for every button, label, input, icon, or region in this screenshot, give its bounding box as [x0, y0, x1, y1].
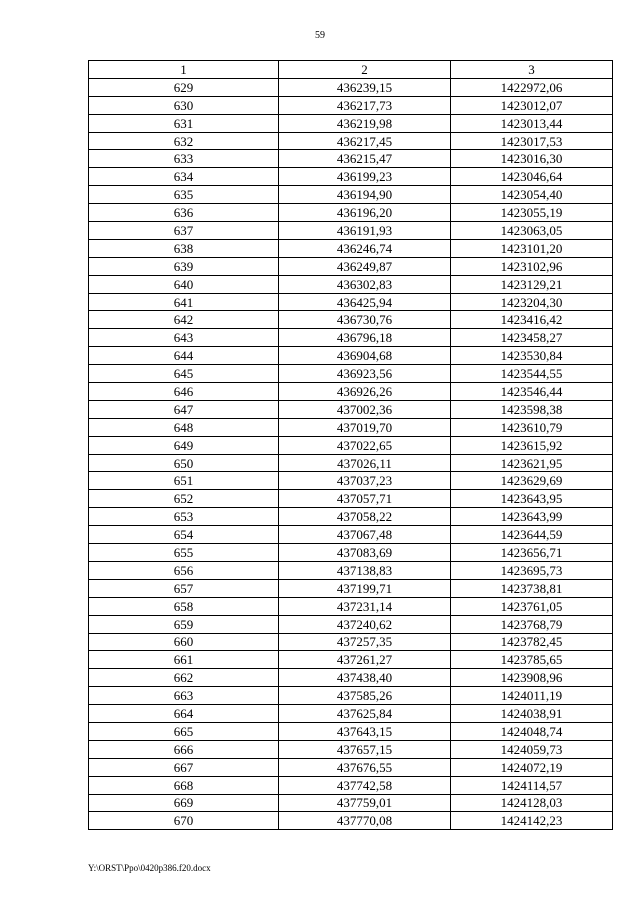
- table-row: [89, 347, 613, 365]
- table-row: [89, 812, 613, 830]
- x-coordinate-cell: 436425,94: [279, 293, 451, 311]
- point-number-cell: 654: [89, 526, 279, 544]
- point-number-cell: 635: [89, 186, 279, 204]
- table-row: [89, 204, 613, 222]
- point-number-cell: 666: [89, 740, 279, 758]
- table-row: [89, 687, 613, 705]
- table-body: [89, 78, 613, 829]
- point-number-cell: 634: [89, 168, 279, 186]
- table-row: [89, 454, 613, 472]
- point-number-cell: 637: [89, 222, 279, 240]
- table-row: [89, 436, 613, 454]
- point-number-cell: 668: [89, 776, 279, 794]
- x-coordinate-cell: 436199,23: [279, 168, 451, 186]
- point-number-cell: 630: [89, 96, 279, 114]
- y-coordinate-cell: 1423546,44: [451, 383, 613, 401]
- table-row: [89, 418, 613, 436]
- x-coordinate-cell: 436246,74: [279, 239, 451, 257]
- x-coordinate-cell: 436926,26: [279, 383, 451, 401]
- table-row: [89, 96, 613, 114]
- x-coordinate-cell: 436730,76: [279, 311, 451, 329]
- point-number-cell: 665: [89, 722, 279, 740]
- x-coordinate-cell: 436217,45: [279, 132, 451, 150]
- point-number-cell: 659: [89, 615, 279, 633]
- point-number-cell: 632: [89, 132, 279, 150]
- table-row: [89, 508, 613, 526]
- x-coordinate-cell: 437037,23: [279, 472, 451, 490]
- y-coordinate-cell: 1423102,96: [451, 257, 613, 275]
- y-coordinate-cell: 1423768,79: [451, 615, 613, 633]
- point-number-cell: 636: [89, 204, 279, 222]
- y-coordinate-cell: 1424059,73: [451, 740, 613, 758]
- y-coordinate-cell: 1423615,92: [451, 436, 613, 454]
- y-coordinate-cell: 1424038,91: [451, 705, 613, 723]
- y-coordinate-cell: 1423656,71: [451, 544, 613, 562]
- column-header-1: 1: [89, 61, 279, 79]
- x-coordinate-cell: 437067,48: [279, 526, 451, 544]
- footer-file-path: Y:\ORST\Ppo\0420p386.f20.docx: [88, 863, 211, 873]
- y-coordinate-cell: 1423544,55: [451, 365, 613, 383]
- y-coordinate-cell: 1423695,73: [451, 561, 613, 579]
- point-number-cell: 669: [89, 794, 279, 812]
- y-coordinate-cell: 1423016,30: [451, 150, 613, 168]
- x-coordinate-cell: 437770,08: [279, 812, 451, 830]
- table-row: [89, 758, 613, 776]
- x-coordinate-cell: 437058,22: [279, 508, 451, 526]
- point-number-cell: 662: [89, 669, 279, 687]
- table-row: [89, 114, 613, 132]
- x-coordinate-cell: 437676,55: [279, 758, 451, 776]
- table-row: [89, 383, 613, 401]
- table-row: [89, 651, 613, 669]
- table-row: [89, 365, 613, 383]
- x-coordinate-cell: 437438,40: [279, 669, 451, 687]
- table-row: [89, 257, 613, 275]
- table-row: [89, 615, 613, 633]
- point-number-cell: 633: [89, 150, 279, 168]
- y-coordinate-cell: 1423458,27: [451, 329, 613, 347]
- table-row: [89, 472, 613, 490]
- x-coordinate-cell: 436219,98: [279, 114, 451, 132]
- point-number-cell: 638: [89, 239, 279, 257]
- table-row: [89, 293, 613, 311]
- x-coordinate-cell: 436239,15: [279, 78, 451, 96]
- x-coordinate-cell: 436217,73: [279, 96, 451, 114]
- table-row: [89, 579, 613, 597]
- x-coordinate-cell: 437261,27: [279, 651, 451, 669]
- x-coordinate-cell: 436796,18: [279, 329, 451, 347]
- column-header-3: 3: [451, 61, 613, 79]
- table-row: [89, 526, 613, 544]
- table-row: [89, 400, 613, 418]
- point-number-cell: 664: [89, 705, 279, 723]
- table-row: [89, 150, 613, 168]
- x-coordinate-cell: 437199,71: [279, 579, 451, 597]
- y-coordinate-cell: 1423598,38: [451, 400, 613, 418]
- x-coordinate-cell: 437022,65: [279, 436, 451, 454]
- y-coordinate-cell: 1423055,19: [451, 204, 613, 222]
- x-coordinate-cell: 437625,84: [279, 705, 451, 723]
- x-coordinate-cell: 437057,71: [279, 490, 451, 508]
- y-coordinate-cell: 1422972,06: [451, 78, 613, 96]
- y-coordinate-cell: 1423782,45: [451, 633, 613, 651]
- x-coordinate-cell: 437257,35: [279, 633, 451, 651]
- table-row: [89, 329, 613, 347]
- y-coordinate-cell: 1424114,57: [451, 776, 613, 794]
- x-coordinate-cell: 437002,36: [279, 400, 451, 418]
- y-coordinate-cell: 1423204,30: [451, 293, 613, 311]
- y-coordinate-cell: 1423629,69: [451, 472, 613, 490]
- y-coordinate-cell: 1423643,95: [451, 490, 613, 508]
- point-number-cell: 658: [89, 597, 279, 615]
- x-coordinate-cell: 437585,26: [279, 687, 451, 705]
- y-coordinate-cell: 1424128,03: [451, 794, 613, 812]
- table-header-row: [89, 61, 613, 79]
- y-coordinate-cell: 1423101,20: [451, 239, 613, 257]
- y-coordinate-cell: 1423610,79: [451, 418, 613, 436]
- point-number-cell: 650: [89, 454, 279, 472]
- point-number-cell: 649: [89, 436, 279, 454]
- table-row: [89, 669, 613, 687]
- point-number-cell: 656: [89, 561, 279, 579]
- table-row: [89, 597, 613, 615]
- y-coordinate-cell: 1423621,95: [451, 454, 613, 472]
- x-coordinate-cell: 437657,15: [279, 740, 451, 758]
- table-row: [89, 311, 613, 329]
- point-number-cell: 651: [89, 472, 279, 490]
- y-coordinate-cell: 1423017,53: [451, 132, 613, 150]
- y-coordinate-cell: 1423761,05: [451, 597, 613, 615]
- column-header-2: 2: [279, 61, 451, 79]
- x-coordinate-cell: 436302,83: [279, 275, 451, 293]
- x-coordinate-cell: 436196,20: [279, 204, 451, 222]
- x-coordinate-cell: 437083,69: [279, 544, 451, 562]
- table-row: [89, 705, 613, 723]
- point-number-cell: 643: [89, 329, 279, 347]
- table-row: [89, 78, 613, 96]
- table-row: [89, 222, 613, 240]
- point-number-cell: 663: [89, 687, 279, 705]
- point-number-cell: 652: [89, 490, 279, 508]
- point-number-cell: 667: [89, 758, 279, 776]
- table-row: [89, 132, 613, 150]
- page-number: 59: [315, 30, 325, 41]
- table-row: [89, 740, 613, 758]
- x-coordinate-cell: 436215,47: [279, 150, 451, 168]
- y-coordinate-cell: 1424048,74: [451, 722, 613, 740]
- y-coordinate-cell: 1423012,07: [451, 96, 613, 114]
- x-coordinate-cell: 437019,70: [279, 418, 451, 436]
- point-number-cell: 629: [89, 78, 279, 96]
- table-row: [89, 544, 613, 562]
- y-coordinate-cell: 1423416,42: [451, 311, 613, 329]
- x-coordinate-cell: 437742,58: [279, 776, 451, 794]
- table-row: [89, 239, 613, 257]
- table-row: [89, 561, 613, 579]
- point-number-cell: 661: [89, 651, 279, 669]
- point-number-cell: 631: [89, 114, 279, 132]
- point-number-cell: 653: [89, 508, 279, 526]
- x-coordinate-cell: 437759,01: [279, 794, 451, 812]
- y-coordinate-cell: 1423129,21: [451, 275, 613, 293]
- x-coordinate-cell: 437138,83: [279, 561, 451, 579]
- point-number-cell: 660: [89, 633, 279, 651]
- point-number-cell: 642: [89, 311, 279, 329]
- table-row: [89, 722, 613, 740]
- x-coordinate-cell: 437026,11: [279, 454, 451, 472]
- y-coordinate-cell: 1423046,64: [451, 168, 613, 186]
- table-row: [89, 186, 613, 204]
- point-number-cell: 645: [89, 365, 279, 383]
- point-number-cell: 639: [89, 257, 279, 275]
- point-number-cell: 655: [89, 544, 279, 562]
- x-coordinate-cell: 436191,93: [279, 222, 451, 240]
- y-coordinate-cell: 1424142,23: [451, 812, 613, 830]
- coordinates-table: [88, 60, 613, 830]
- table-row: [89, 633, 613, 651]
- table-row: [89, 168, 613, 186]
- table-header: [89, 61, 613, 79]
- y-coordinate-cell: 1423530,84: [451, 347, 613, 365]
- y-coordinate-cell: 1423063,05: [451, 222, 613, 240]
- x-coordinate-cell: 437240,62: [279, 615, 451, 633]
- point-number-cell: 641: [89, 293, 279, 311]
- y-coordinate-cell: 1424011,19: [451, 687, 613, 705]
- y-coordinate-cell: 1423054,40: [451, 186, 613, 204]
- x-coordinate-cell: 436904,68: [279, 347, 451, 365]
- point-number-cell: 648: [89, 418, 279, 436]
- table-row: [89, 794, 613, 812]
- x-coordinate-cell: 436194,90: [279, 186, 451, 204]
- table-row: [89, 776, 613, 794]
- y-coordinate-cell: 1423908,96: [451, 669, 613, 687]
- point-number-cell: 644: [89, 347, 279, 365]
- y-coordinate-cell: 1423643,99: [451, 508, 613, 526]
- x-coordinate-cell: 437643,15: [279, 722, 451, 740]
- y-coordinate-cell: 1423013,44: [451, 114, 613, 132]
- y-coordinate-cell: 1423644,59: [451, 526, 613, 544]
- x-coordinate-cell: 437231,14: [279, 597, 451, 615]
- point-number-cell: 657: [89, 579, 279, 597]
- point-number-cell: 640: [89, 275, 279, 293]
- point-number-cell: 647: [89, 400, 279, 418]
- y-coordinate-cell: 1423738,81: [451, 579, 613, 597]
- table-row: [89, 275, 613, 293]
- table-row: [89, 490, 613, 508]
- y-coordinate-cell: 1424072,19: [451, 758, 613, 776]
- y-coordinate-cell: 1423785,65: [451, 651, 613, 669]
- x-coordinate-cell: 436249,87: [279, 257, 451, 275]
- point-number-cell: 670: [89, 812, 279, 830]
- point-number-cell: 646: [89, 383, 279, 401]
- x-coordinate-cell: 436923,56: [279, 365, 451, 383]
